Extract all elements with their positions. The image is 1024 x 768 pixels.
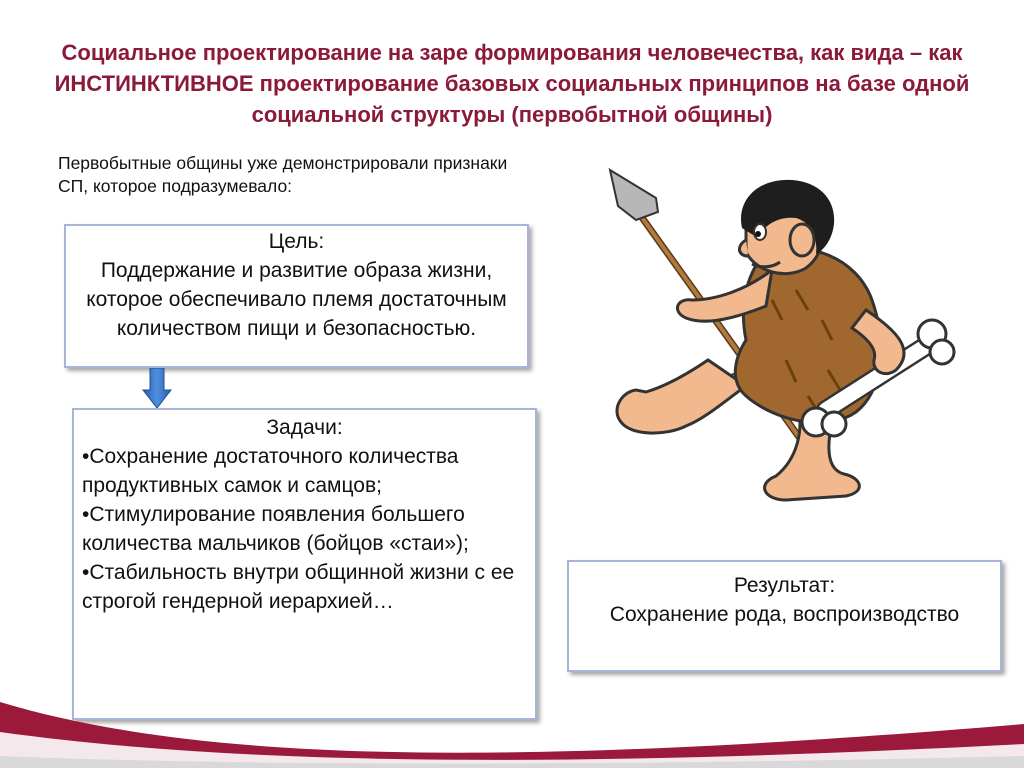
task-item-1: •Сохранение достаточного количества продуктивных самок и самцов; xyxy=(82,444,459,497)
tasks-heading: Задачи: xyxy=(266,416,343,439)
caveman-illustration xyxy=(596,160,1020,520)
down-arrow-icon xyxy=(142,368,172,410)
goal-box xyxy=(64,224,529,368)
goal-heading: Цель: xyxy=(268,230,325,253)
result-text: Сохранение рода, воспроизводство xyxy=(609,602,960,626)
intro-text: Первобытные общины уже демонстрировали признаки СП, которое подразумевало: xyxy=(58,153,508,197)
task-item-3: •Стабильность внутри общинной жизни с ее строгой гендерной иерархией… xyxy=(82,560,515,613)
result-heading: Результат: xyxy=(733,574,836,597)
goal-text: Поддержание и развитие образа жизни, которое обеспечивало племя достаточным количеством пищи и безопасностью. xyxy=(86,258,507,340)
slide-title: Социальное проектирование на заре формирования человечества, как вида – как ИНСТИНКТИВНОЕ проектирование базовых социальных принципов на базе одной социальной структуры (первобытной общины) xyxy=(54,40,970,127)
task-item-2: •Стимулирование появления большего количества мальчиков (бойцов «стаи»); xyxy=(82,502,469,555)
decorative-wave xyxy=(0,672,1024,768)
result-box xyxy=(567,560,1002,672)
